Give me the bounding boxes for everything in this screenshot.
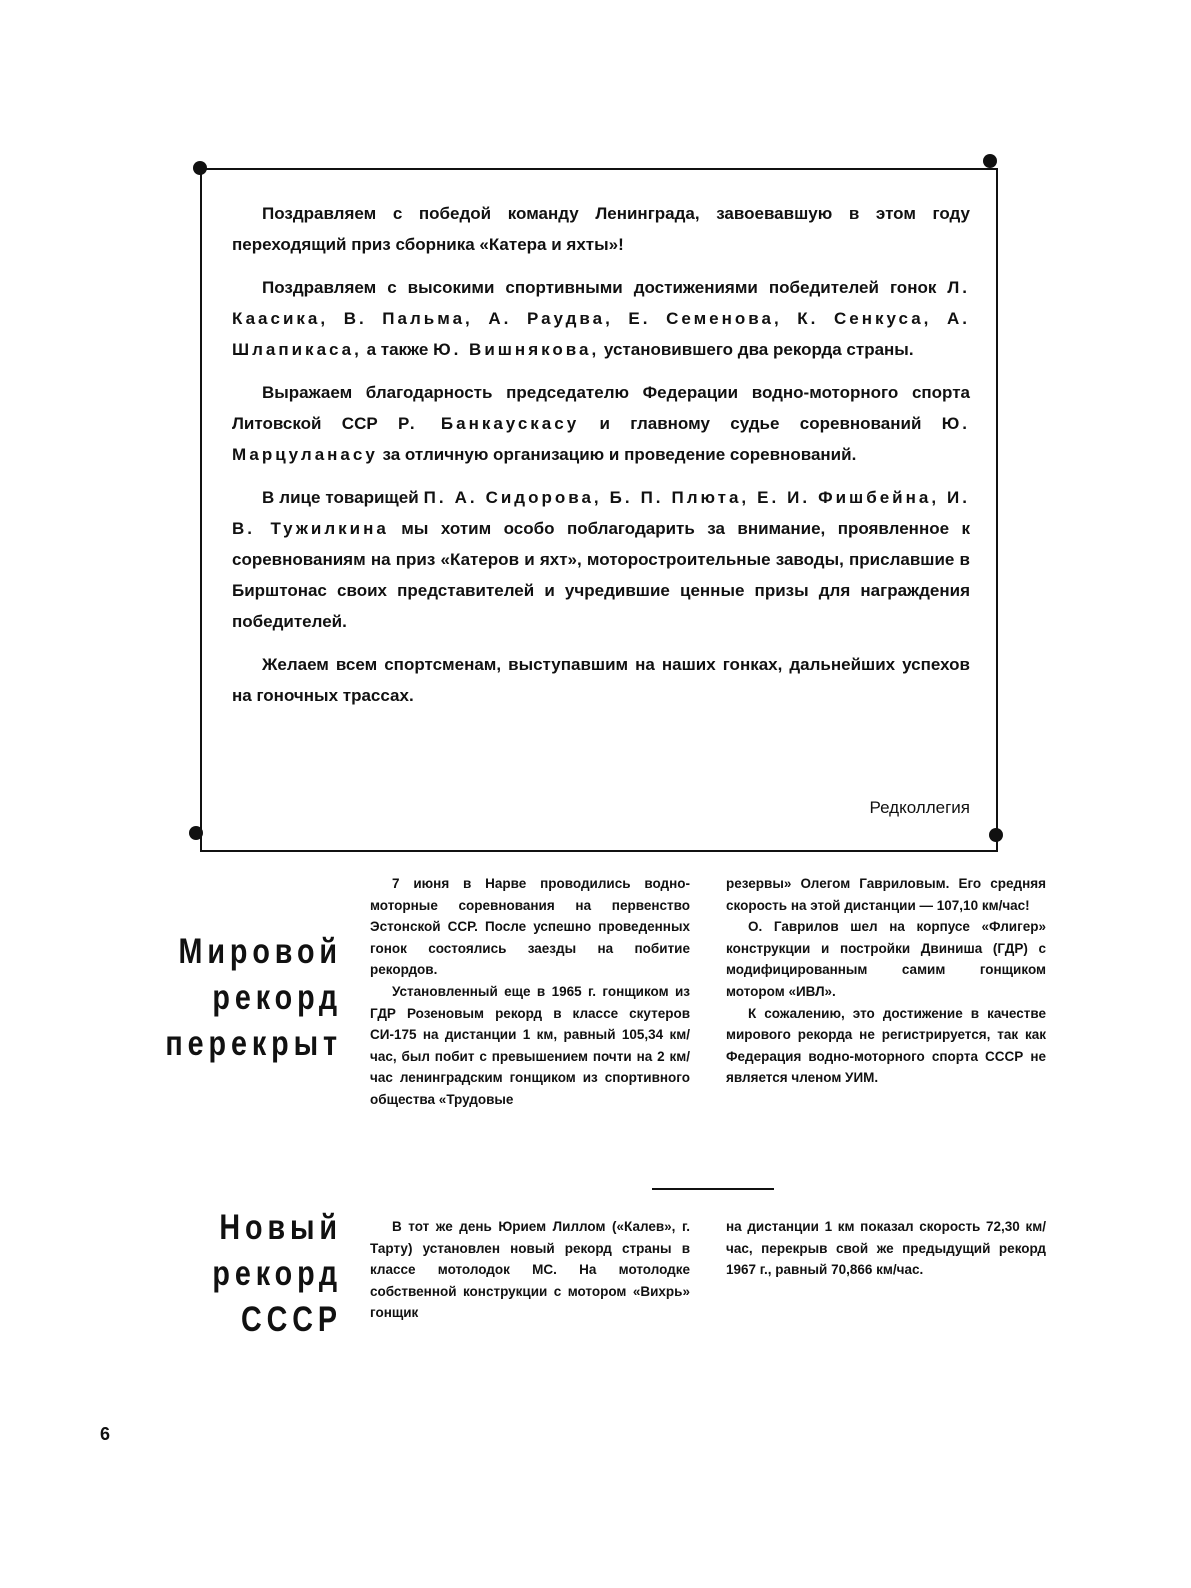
announcement-paragraph-5: Желаем всем спортсменам, выступавшим на наших гонках, дальнейших успехов на гоночных трассах. bbox=[232, 655, 970, 705]
p2-text-b: а также bbox=[361, 340, 434, 359]
article2-headline-line-2: рекорд bbox=[212, 1254, 342, 1293]
p2-record-holder-name: Ю. Вишнякова, bbox=[433, 340, 600, 359]
p4-comrade-names: П. А. Сидорова, Б. П. Плюта, Е. И. Фишбейна, И. В. Тужилкина bbox=[232, 488, 970, 538]
frame-corner-dot-top-right bbox=[983, 154, 997, 168]
p2-text-a: Поздравляем с высокими спортивными достижениями победителей гонок bbox=[262, 278, 948, 297]
article1-headline-line-1: Мировой bbox=[178, 932, 342, 971]
announcement-paragraph-1: Поздравляем с победой команду Ленинграда, завоевавшую в этом году переходящий приз сборника «Катера и яхты»! bbox=[232, 204, 970, 254]
p3-text-b: и главному судье соревнований bbox=[579, 414, 942, 433]
article1-col2-paragraph-2: О. Гаврилов шел на корпусе «Флигер» конструкции и постройки Двиниша (ГДР) с модифицированным самим гонщиком мотором «ИВЛ». bbox=[726, 919, 1046, 999]
p4-text-b: мы хотим особо поблагодарить за внимание, проявленное к соревнованиям на приз «Катеров и яхт», моторостроительные заводы, приславшие в Бирштонас своих представителей и учредившие ценные призы для награждения победителей. bbox=[232, 519, 971, 631]
article2-headline-line-3: СССР bbox=[240, 1300, 342, 1339]
article1-col1-paragraph-1: 7 июня в Нарве проводились водно-моторные соревнования на первенство Эстонской ССР. После успешно проведенных гонок состоялись заезды на побитие рекордов. bbox=[370, 876, 690, 978]
page-number: 6 bbox=[100, 1424, 111, 1444]
article1-column-2 bbox=[726, 873, 1046, 1089]
article2-column-2 bbox=[726, 1216, 1046, 1281]
frame-corner-dot-bottom-right bbox=[989, 828, 1003, 842]
signature-editorial-board: Редколлегия bbox=[869, 798, 970, 817]
p3-chief-judge-name: Ю. Марцуланасу bbox=[232, 414, 970, 464]
article1-col2-paragraph-1: резервы» Олегом Гавриловым. Его средняя скорость на этой дистанции — 107,10 км/час! bbox=[726, 876, 1046, 913]
announcement-paragraph-2 bbox=[232, 272, 970, 365]
p3-text-a: Выражаем благодарность председателю Федерации водно-моторного спорта Литовской ССР bbox=[232, 383, 970, 433]
announcement-paragraph-4 bbox=[232, 482, 970, 637]
article2-col2-paragraph-1: на дистанции 1 км показал скорость 72,30 км/час, перекрыв свой же предыдущий рекорд 1967 г., равный 70,866 км/час. bbox=[726, 1219, 1046, 1278]
article-divider bbox=[652, 1188, 774, 1190]
p4-text-a: В лице товарищей bbox=[262, 488, 424, 507]
p3-text-c: за отличную организацию и проведение соревнований. bbox=[377, 445, 857, 464]
article2-column-1 bbox=[370, 1216, 690, 1324]
article2-col1-paragraph-1: В тот же день Юрием Лиллом («Калев», г. Тарту) установлен новый рекорд страны в классе мотолодок МС. На мотолодке собственной конструкции с мотором «Вихрь» гонщик bbox=[370, 1219, 690, 1321]
p2-text-c: установившего два рекорда страны. bbox=[599, 340, 914, 359]
announcement-text bbox=[232, 198, 970, 723]
frame-corner-dot-bottom-left bbox=[189, 826, 203, 840]
p3-federation-chair-name: Р. Банкаускасу bbox=[398, 414, 580, 433]
article1-headline-line-2: рекорд bbox=[212, 978, 342, 1017]
article1-col2-paragraph-3: К сожалению, это достижение в качестве мирового рекорда не регистрируется, так как Федерация водно-моторного спорта СССР не является членом УИМ. bbox=[726, 1005, 1046, 1086]
article1-col1-paragraph-2: Установленный еще в 1965 г. гонщиком из ГДР Розеновым рекорд в классе скутеров СИ-175 на дистанции 1 км, равный 105,34 км/час, был побит с превышением почти на 2 км/час ленинградским гонщиком из спортивного общества «Трудовые bbox=[370, 983, 690, 1107]
p2-winner-names: Л. Каасика, В. Пальма, А. Раудва, Е. Семенова, К. Сенкуса, А. Шлапикаса, bbox=[232, 278, 970, 359]
article2-headline-line-1: Новый bbox=[219, 1208, 342, 1247]
article1-column-1 bbox=[370, 873, 690, 1111]
article1-headline-line-3: перекрыт bbox=[165, 1024, 342, 1063]
frame-corner-dot-top-left bbox=[193, 161, 207, 175]
announcement-paragraph-3 bbox=[232, 377, 970, 470]
